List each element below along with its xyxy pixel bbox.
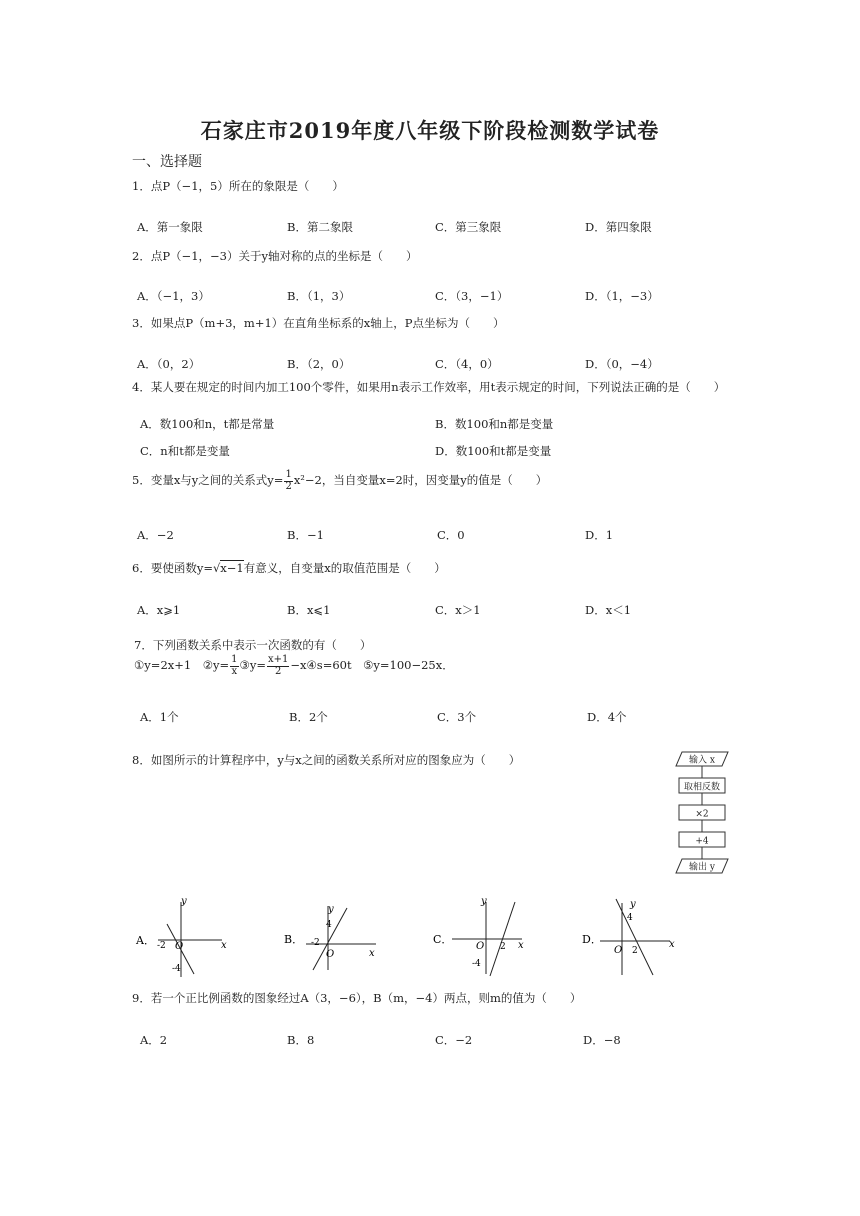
q5-text-post: x²−2，当自变量x=2时，因变量y的值是（ ） [293, 473, 548, 487]
q7-function-list [134, 655, 454, 677]
q1-option-a: A．第一象限 [137, 220, 203, 234]
graph-a-tick-neg2: -2 [157, 941, 166, 951]
graph-b-x-label: x [369, 948, 375, 959]
graph-d-origin: O [614, 945, 623, 956]
question-5 [132, 470, 547, 492]
q7-option-b: B．2个 [289, 710, 328, 724]
q4-option-c: C．n和t都是变量 [140, 444, 230, 458]
q5-frac-num: 1 [285, 469, 292, 480]
q5-option-c: C．0 [437, 528, 465, 542]
graph-d-y-label: y [630, 899, 636, 910]
graph-c-label: C． [433, 933, 453, 946]
question-3: 3．如果点P（m+3，m+1）在直角坐标系的x轴上，P点坐标为（ ） [132, 316, 505, 330]
q1-option-d: D．第四象限 [585, 220, 652, 234]
graph-b-y-label: y [328, 904, 334, 915]
q8-graph-a [130, 892, 240, 980]
flow-output-label: 输出 y [689, 862, 715, 873]
q6-option-d: D．x＜1 [585, 603, 632, 617]
q7-f3: ③y= [239, 658, 266, 672]
graph-a-y-label: y [181, 896, 187, 907]
q3-option-b: B．（2，0） [287, 357, 351, 371]
q3-option-c: C．（4，0） [435, 357, 499, 371]
q7-frac-2 [267, 655, 289, 677]
graph-b-label: B． [284, 933, 304, 946]
q2-option-d: D．（1，−3） [585, 289, 659, 303]
graph-d-tick-4: 4 [627, 913, 633, 923]
question-6 [132, 560, 446, 576]
graph-c-origin: O [476, 941, 485, 952]
graph-a-x-label: x [221, 940, 227, 951]
q9-option-b: B．8 [287, 1033, 315, 1047]
graph-b-tick-4: 4 [326, 920, 332, 930]
q6-text-pre: 6．要使函数y=√ [132, 561, 221, 575]
q6-text-post: 有意义，自变量x的取值范围是（ ） [243, 561, 446, 575]
graph-c-y-label: y [481, 896, 487, 907]
graph-c-x-label: x [518, 940, 524, 951]
q4-option-b: B．数100和n都是变量 [435, 417, 554, 431]
flow-plus4-label: +4 [695, 836, 709, 847]
section-heading: 一、选择题 [132, 154, 202, 170]
flow-times2-label: ×2 [695, 809, 709, 820]
q1-option-b: B．第二象限 [287, 220, 353, 234]
question-2: 2．点P（−1，−3）关于y轴对称的点的坐标是（ ） [132, 249, 418, 263]
q7-frac1-den: x [231, 665, 238, 677]
page-title: 石家庄市2019年度八年级下阶段检测数学试卷 [200, 118, 660, 143]
q5-fraction [284, 470, 292, 492]
q3-option-a: A．（0，2） [137, 357, 201, 371]
question-1: 1．点P（−1，5）所在的象限是（ ） [132, 179, 344, 193]
q4-option-a: A．数100和n，t都是常量 [140, 417, 275, 431]
q8-graph-c [430, 892, 545, 977]
flow-negate-label: 取相反数 [683, 782, 721, 793]
q7-option-c: C．3个 [437, 710, 477, 724]
graph-d-label: D． [582, 933, 602, 946]
q7-option-d: D．4个 [587, 710, 627, 724]
q7-frac-1 [230, 655, 238, 677]
q3-option-d: D．（0，−4） [585, 357, 659, 371]
q9-option-c: C．−2 [435, 1033, 473, 1047]
flow-input-label: 输入 x [689, 755, 715, 766]
q6-option-b: B．x⩽1 [287, 603, 331, 617]
graph-a-tick-neg4: -4 [172, 964, 181, 974]
question-7: 7．下列函数关系中表示一次函数的有（ ） [134, 638, 372, 652]
q7-f1: ①y=2x+1 ②y= [134, 658, 230, 672]
graph-a-origin: O [175, 941, 184, 952]
q7-option-a: A．1个 [140, 710, 179, 724]
graph-b-origin: O [326, 949, 335, 960]
graph-c-tick-neg4: -4 [472, 959, 481, 969]
q2-option-a: A．（−1，3） [137, 289, 210, 303]
question-8: 8．如图所示的计算程序中，y与x之间的函数关系所对应的图象应为（ ） [132, 753, 521, 767]
q6-option-c: C．x＞1 [435, 603, 481, 617]
q7-frac2-num: x+1 [267, 654, 289, 665]
q9-option-a: A．2 [140, 1033, 168, 1047]
q6-option-a: A．x⩾1 [137, 603, 181, 617]
q7-frac2-den: 2 [274, 665, 282, 677]
graph-c-tick-2: 2 [500, 942, 506, 952]
graph-b-tick-neg2: -2 [311, 938, 320, 948]
q6-radicand: x−1 [220, 561, 244, 575]
q8-graph-d [580, 895, 690, 977]
question-9: 9．若一个正比例函数的图象经过A（3，−6），B（m，−4）两点，则m的值为（ ） [132, 991, 582, 1005]
q2-option-c: C．（3，−1） [435, 289, 509, 303]
q4-option-d: D．数100和t都是变量 [435, 444, 552, 458]
q5-option-d: D．1 [585, 528, 614, 542]
q5-frac-den: 2 [285, 480, 292, 492]
q7-frac1-num: 1 [231, 654, 238, 665]
q7-f4: −x④s=60t ⑤y=100−25x． [290, 658, 454, 672]
graph-d-tick-2: 2 [632, 946, 638, 956]
q2-option-b: B．（1，3） [287, 289, 351, 303]
q5-option-b: B．−1 [287, 528, 324, 542]
q5-option-a: A．−2 [137, 528, 174, 542]
q9-option-d: D．−8 [583, 1033, 621, 1047]
graph-d-x-label: x [669, 939, 675, 950]
question-4: 4．某人要在规定的时间内加工100个零件，如果用n表示工作效率，用t表示规定的时间，下列说法正确的是（ ） [132, 380, 726, 394]
q8-flowchart [670, 745, 740, 885]
q1-option-c: C．第三象限 [435, 220, 502, 234]
graph-a-label: A． [136, 934, 155, 947]
q8-graph-b [281, 898, 391, 978]
q5-text-pre: 5．变量x与y之间的关系式y= [132, 473, 284, 487]
